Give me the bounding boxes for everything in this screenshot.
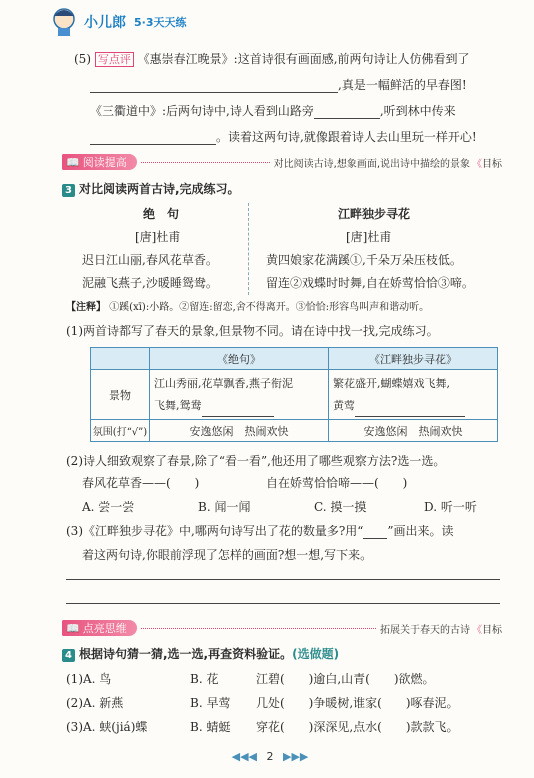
q4-row3-a[interactable]: (3)A. 蛱(jiá)蝶: [66, 720, 148, 734]
q4-row3-text: 穿花( )深深见,点水( )款款飞。: [256, 720, 459, 734]
sub-question-3: (3)《江畔独步寻花》中,哪两句诗写出了花的数量多?用“ ”画出来。读: [66, 524, 454, 538]
table-answer-blank[interactable]: [202, 404, 274, 417]
page-footer: [220, 750, 320, 763]
option-b[interactable]: B. 闻一闻: [198, 500, 251, 514]
q4-row2-text: 几处( )争暖树,谁家( )啄春泥。: [256, 696, 459, 710]
question-4-title: 4 根据诗句猜一猜,选一选,再查资料验证。(选做题): [62, 645, 339, 662]
table-answer-blank[interactable]: [355, 404, 465, 417]
option-d[interactable]: D. 听一听: [424, 500, 477, 514]
book-icon: 📖: [66, 621, 80, 635]
atmosphere-choice[interactable]: 安逸悠闲 热闹欢快: [150, 420, 329, 442]
item5-line1: (5) 写点评 《惠崇春江晚景》:这首诗很有画面感,前两句诗让人仿佛看到了: [74, 52, 470, 66]
poem2-line2: 留连②戏蝶时时舞,自在娇莺恰恰③啼。: [266, 276, 474, 290]
answer-blank[interactable]: [90, 80, 338, 93]
poem1-line1: 迟日江山丽,春风花草香。: [82, 253, 218, 267]
sub2-line1[interactable]: 春风花草香——( ): [82, 476, 200, 490]
q4-row2-a[interactable]: (2)A. 新燕: [66, 696, 124, 710]
right-arrows-icon: ▶▶▶: [283, 750, 309, 763]
poem2-line1: 黄四娘家花满蹊①,千朵万朵压枝低。: [266, 253, 462, 267]
answer-blank[interactable]: [314, 106, 380, 119]
q4-row1-b[interactable]: B. 花: [190, 672, 219, 686]
answer-blank[interactable]: [90, 132, 216, 145]
poem1-line2: 泥融飞燕子,沙暖睡鸳鸯。: [82, 276, 218, 290]
section-band-reading: 📖 阅读提高 对比阅读古诗,想象画面,说出诗中描绘的景象 《 目标: [62, 154, 502, 170]
poem-divider: [248, 203, 249, 295]
poem2-author: [唐]杜甫: [346, 230, 392, 244]
writing-line[interactable]: [66, 603, 500, 604]
option-a[interactable]: A. 尝一尝: [82, 500, 135, 514]
poem1-author: [唐]杜甫: [135, 230, 181, 244]
sub-question-1: (1)两首诗都写了春天的景象,但景物不同。请在诗中找一找,完成练习。: [66, 324, 439, 338]
header-logo: [50, 6, 78, 36]
item5-line4: 。读着这两句诗,就像跟着诗人去山里玩一样开心!: [90, 128, 477, 145]
q4-row3-b[interactable]: B. 蜻蜓: [190, 720, 231, 734]
item5-line3: 《三衢道中》:后两句诗中,诗人看到山路旁 ,听到林中传来: [90, 104, 456, 118]
poem2-title: 江畔独步寻花: [338, 207, 411, 221]
left-arrows-icon: ◀◀◀: [231, 750, 257, 763]
boy-mascot-icon: [50, 6, 78, 36]
header-brand: 小儿郎: [84, 15, 126, 31]
writing-line[interactable]: [66, 579, 500, 580]
poem1-title: 绝 句: [143, 207, 180, 221]
q4-row1-a[interactable]: (1)A. 鸟: [66, 672, 112, 686]
section-band-thinking: 📖 点亮思维 拓展关于春天的古诗 《 目标: [62, 620, 502, 636]
page-number: 2: [266, 750, 274, 763]
question-3-title: 3 对比阅读两首古诗,完成练习。: [62, 180, 240, 197]
sub-question-2: (2)诗人细致观察了春景,除了“看一看”,他还用了哪些观察方法?选一选。: [66, 454, 446, 468]
book-icon: 📖: [66, 155, 80, 169]
atmosphere-choice[interactable]: 安逸悠闲 热闹欢快: [329, 420, 498, 442]
comparison-table: 《绝句》 《江畔独步寻花》 景物 江山秀丽,花草飘香,燕子衔泥 飞舞,鸳鸯 繁花盛开,蝴蝶嬉戏飞舞, 黄莺 氛围(打“√”) 安逸悠闲 热闹欢快 安逸悠闲 热闹欢快: [90, 347, 498, 442]
item5-line2: ,真是一幅鲜活的早春图!: [90, 76, 467, 93]
notes: 【注释】 ①蹊(xī):小路。②留连:留恋,舍不得离开。③恰恰:形容鸟叫声和谐动听。: [66, 302, 430, 313]
sub2-line2[interactable]: 自在娇莺恰恰啼——( ): [266, 476, 408, 490]
q4-row2-b[interactable]: B. 早莺: [190, 696, 231, 710]
option-c[interactable]: C. 摸一摸: [314, 500, 367, 514]
sub-question-3-cont: 着这两句诗,你眼前浮现了怎样的画面?想一想,写下来。: [82, 548, 373, 562]
q4-row1-text: 江碧( )逾白,山青( )欲燃。: [256, 672, 435, 686]
write-comment-tag: 写点评: [95, 52, 134, 67]
header-series: 5·3天天练: [134, 16, 187, 29]
